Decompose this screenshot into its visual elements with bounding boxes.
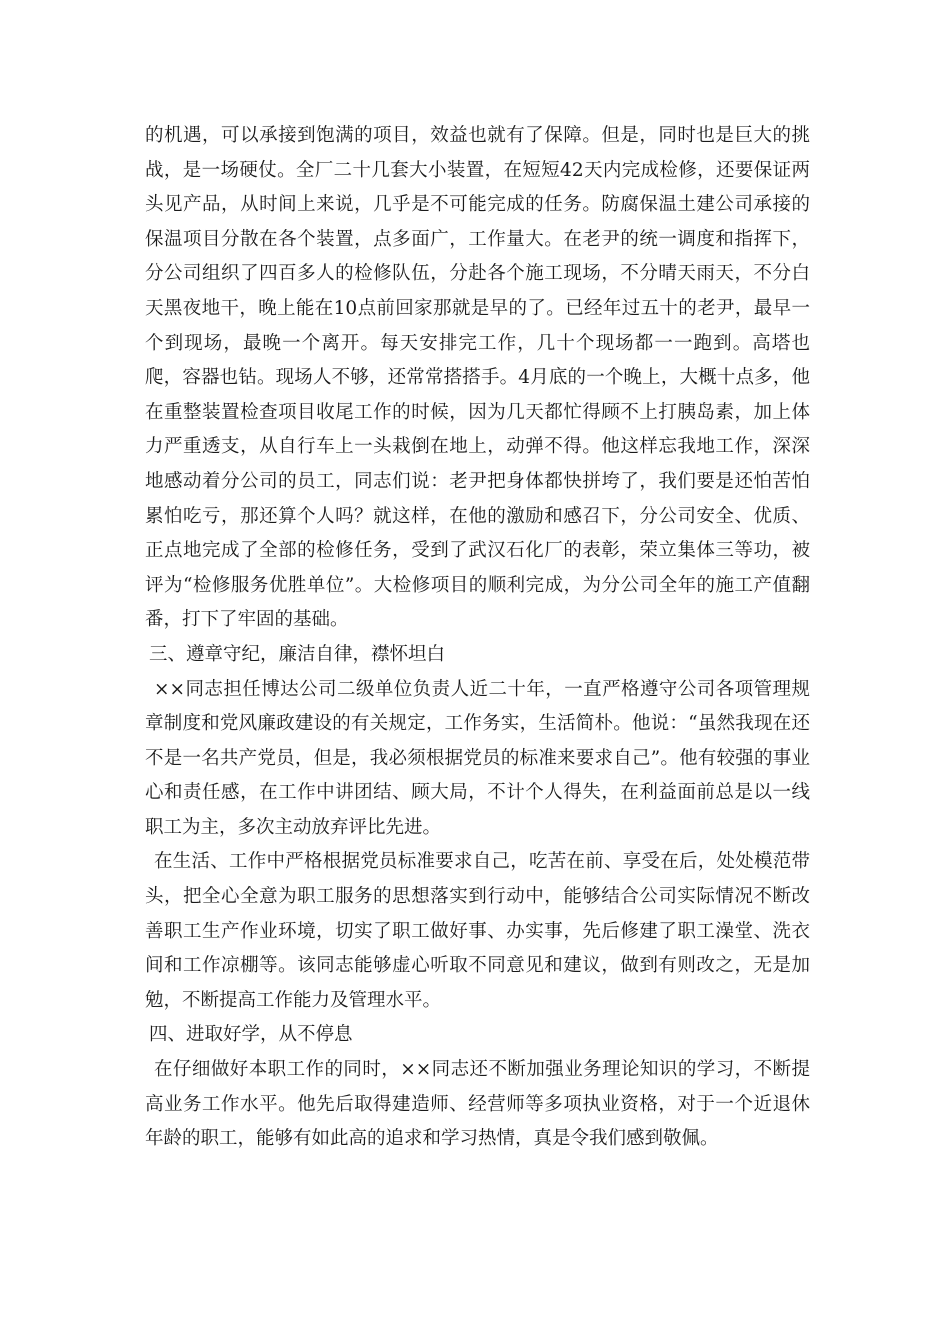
paragraph-overhaul-story: 的机遇，可以承接到饱满的项目，效益也就有了保障。但是，同时也是巨大的挑战，是一场硬仗。全厂二十几套大小装置，在短短42天内完成检修，还要保证两头见产品，从时间上来说，几乎是不可能完成的任务。防腐保温土建公司承接的保温项目分散在各个装置，点多面广，工作量大。在老尹的统一调度和指挥下，分公司组织了四百多人的检修队伍，分赴各个施工现场，不分晴天雨天，不分白天黑夜地干，晚上能在10点前回家那就是早的了。已经年过五十的老尹，最早一个到现场，最晚一个离开。每天安排完工作，几十个现场都一一跑到。高塔也爬，容器也钻。现场人不够，还常常搭搭手。4月底的一个晚上，大概十点多，他在重整装置检查项目收尾工作的时候，因为几天都忙得顾不上打胰岛素，加上体力严重透支，从自行车上一头栽倒在地上，动弹不得。他这样忘我地工作，深深地感动着分公司的员工，同志们说：老尹把身体都快拼垮了，我们要是还怕苦怕累怕吃亏，那还算个人吗？就这样，在他的激励和感召下，分公司安全、优质、正点地完成了全部的检修任务，受到了武汉石化厂的表彰，荣立集体三等功，被评为“检修服务优胜单位”。大检修项目的顺利完成，为分公司全年的施工产值翻番，打下了牢固的基础。 — [145, 125, 810, 631]
document-body — [145, 119, 810, 1157]
paragraph-life-work: 在生活、工作中严格根据党员标准要求自己，吃苦在前、享受在后，处处模范带头，把全心全意为职工服务的思想落实到行动中，能够结合公司实际情况不断改善职工生产作业环境，切实了职工做好事、办实事，先后修建了职工澡堂、洗衣间和工作凉棚等。该同志能够虚心听取不同意见和建议，做到有则改之，无是加勉，不断提高工作能力及管理水平。 — [145, 851, 810, 1011]
paragraph-discipline: ××同志担任博达公司二级单位负责人近二十年，一直严格遵守公司各项管理规章制度和党风廉政建设的有关规定，工作务实，生活简朴。他说：“虽然我现在还不是一名共产党员，但是，我必须根据党员的标准来要求自己”。他有较强的事业心和责任感，在工作中讲团结、顾大局，不计个人得失，在利益面前总是以一线职工为主，多次主动放弃评比先进。 — [145, 678, 810, 838]
paragraph-learning: 在仔细做好本职工作的同时，××同志还不断加强业务理论知识的学习，不断提高业务工作水平。他先后取得建造师、经营师等多项执业资格，对于一个近退休年龄的职工，能够有如此高的追求和学习热情，真是令我们感到敬佩。 — [145, 1059, 810, 1150]
section-heading-learning: 四、进取好学，从不停息 — [149, 1024, 353, 1046]
section-heading-discipline: 三、遵章守纪，廉洁自律，襟怀坦白 — [149, 643, 446, 665]
